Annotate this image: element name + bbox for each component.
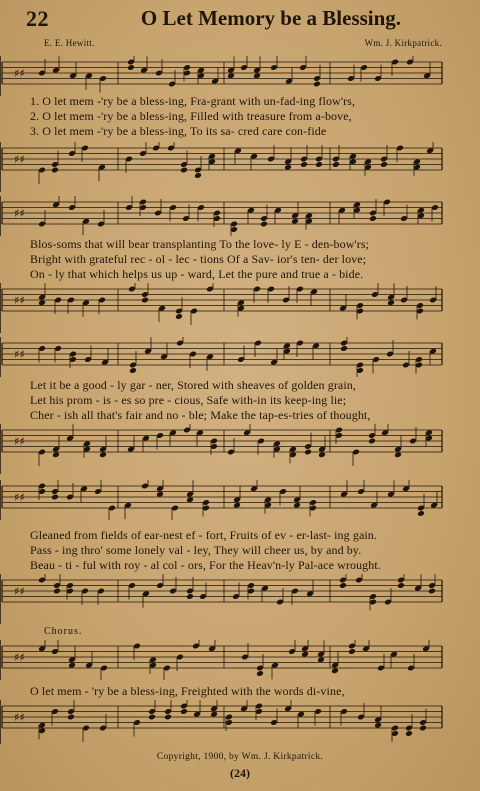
svg-text:♯♯: ♯♯ — [14, 491, 25, 504]
lyric-line: Cher - ish all that's fair and no - ble; Make the tap-es-tries of thought, — [30, 408, 371, 422]
svg-text:♯♯: ♯♯ — [14, 651, 25, 664]
lyric-line: O let mem - 'ry be a bless-ing, Freighted with the words di-vine, — [30, 684, 345, 698]
svg-text:♯♯: ♯♯ — [14, 153, 25, 166]
hymn-number: 22 — [26, 6, 49, 31]
bass-staff — [0, 700, 444, 744]
treble-staff — [0, 196, 444, 236]
bass-staff — [0, 424, 444, 474]
svg-text:♯♯: ♯♯ — [14, 435, 25, 448]
lyric-line: Let it be a good - ly gar - ner, Stored with sheaves of golden grain, — [30, 378, 356, 392]
lyric-line: 3. O let mem -'ry be a bless-ing, To its sa- cred care con-fide — [30, 124, 327, 138]
lyric-line: 2. O let mem -'ry be a bless-ing, Filled with treasure from a-bove, — [30, 109, 352, 123]
lyric-line: Blos-soms that will bear transplanting To the love- ly E - den-bow'rs; — [30, 237, 370, 251]
treble-staff — [0, 480, 444, 520]
bass-staff — [0, 142, 444, 192]
lyric-line: Gleaned from fields of ear-nest ef - fort, Fruits of ev - er-last- ing gain. — [30, 528, 377, 542]
composer-credit: Wm. J. Kirkpatrick. — [364, 38, 442, 48]
bass-staff — [0, 574, 444, 624]
bass-staff — [0, 283, 444, 333]
hymn-title: O Let Memory be a Blessing. — [140, 6, 402, 30]
lyric-line: Beau - ti - ful with roy - al col - ors, For the Heav'n-ly Pal-ace wrought. — [30, 558, 381, 572]
svg-text:♯♯: ♯♯ — [14, 207, 25, 220]
lyric-line: Pass - ing thro' some lonely val - ley, They will cheer us, by and by. — [30, 543, 362, 557]
svg-text:♯♯: ♯♯ — [14, 67, 25, 80]
svg-text:♯♯: ♯♯ — [14, 294, 25, 307]
lyricist-credit: E. E. Hewitt. — [44, 38, 95, 48]
svg-text:♯♯: ♯♯ — [14, 585, 25, 598]
copyright-notice: Copyright, 1900, by Wm. J. Kirkpatrick. — [156, 752, 324, 762]
chorus-label: Chorus. — [44, 626, 83, 637]
lyric-line: 1. O let mem -'ry be a bless-ing, Fra-grant with un-fad-ing flow'rs, — [30, 94, 356, 108]
lyric-line: On - ly that which helps us up - ward, Let the pure and true a - bide. — [30, 267, 364, 281]
treble-staff — [0, 337, 444, 377]
svg-text:♯♯: ♯♯ — [14, 348, 25, 361]
svg-text:♯♯: ♯♯ — [14, 711, 25, 724]
treble-staff — [0, 640, 444, 680]
lyric-line: Let his prom - is - es so pre - cious, Safe with-in its keep-ing lie; — [30, 393, 347, 407]
page-number: (24) — [230, 766, 250, 780]
lyric-line: Bright with grateful rec - ol - lec - tions Of a Sav- ior's ten- der love; — [30, 252, 367, 266]
treble-staff — [0, 56, 444, 96]
